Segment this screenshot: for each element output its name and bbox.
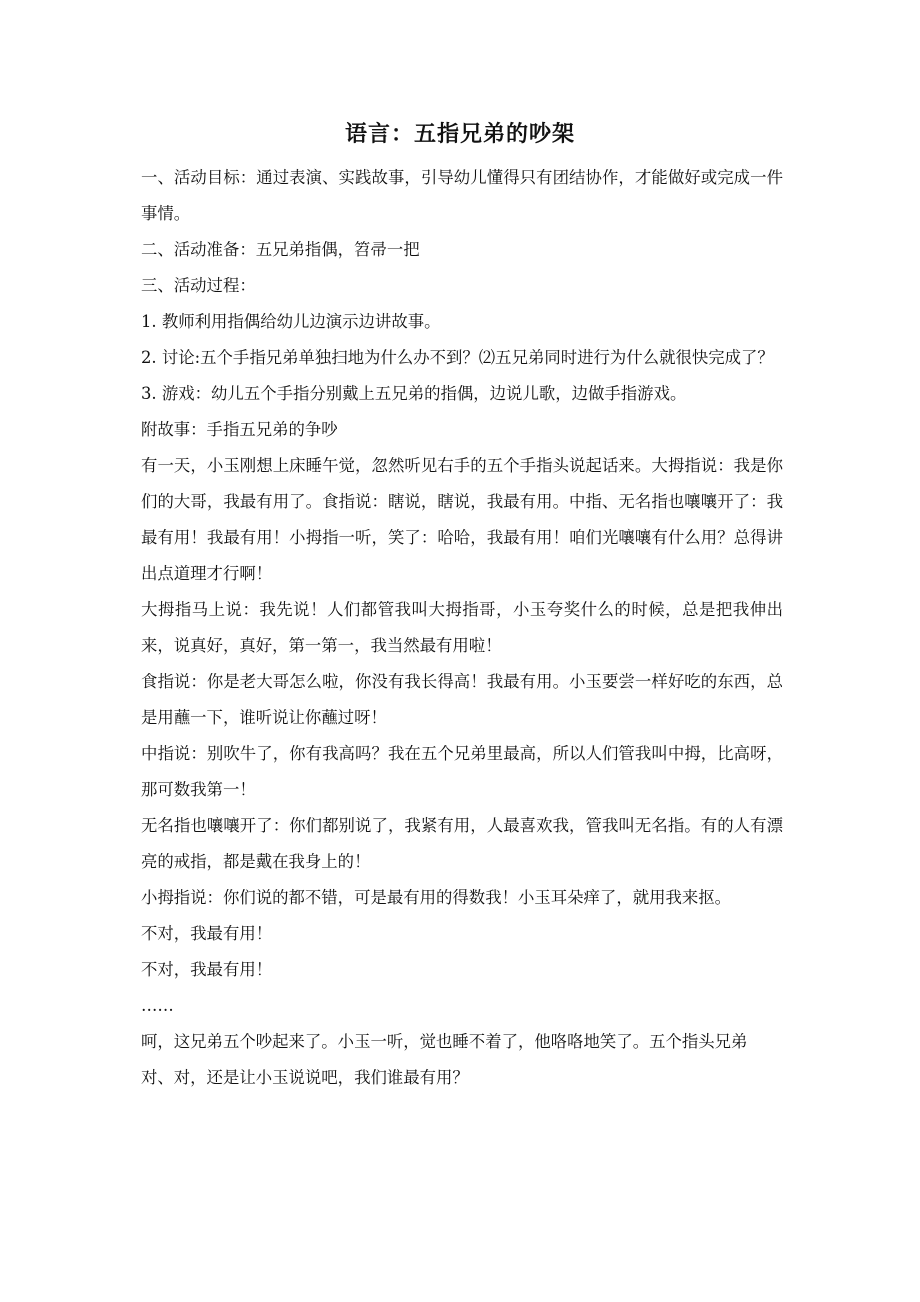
paragraph-ask-xiaoyu: 对、对，还是让小玉说说吧，我们谁最有用？	[141, 1068, 469, 1087]
paragraph-step-2: 2. 讨论:五个手指兄弟单独扫地为什么办不到？⑵五兄弟同时进行为什么就很快完成了？	[141, 348, 774, 367]
paragraph-activity-process: 三、活动过程：	[141, 276, 256, 295]
paragraph-ring-finger: 无名指也嚷嚷开了：你们都别说了，我紧有用，人最喜欢我，管我叫无名指。有的人有漂亮的戒指，都是戴在我身上的！	[141, 816, 783, 871]
paragraph-argue-1: 不对，我最有用！	[141, 924, 273, 943]
paragraph-xiaoyu-laughs: 呵，这兄弟五个吵起来了。小玉一听，觉也睡不着了，他咯咯地笑了。五个指头兄弟	[141, 1032, 748, 1051]
paragraph-ellipsis: ……	[141, 996, 174, 1015]
paragraph-middle-finger: 中指说：别吹牛了，你有我高吗？我在五个兄弟里最高，所以人们管我叫中拇，比高呀，那可数我第一！	[141, 744, 783, 799]
paragraph-argue-2: 不对，我最有用！	[141, 960, 273, 979]
paragraph-step-1: 1. 教师利用指偶给幼儿边演示边讲故事。	[141, 312, 441, 331]
paragraph-story-intro: 有一天，小玉刚想上床睡午觉，忽然听见右手的五个手指头说起话来。大拇指说：我是你们的大哥，我最有用了。食指说：瞎说，瞎说，我最有用。中指、无名指也嚷嚷开了：我最有用！我最有用！小拇指一听，笑了：哈哈，我最有用！咱们光嚷嚷有什么用？总得讲出点道理才行啊！	[141, 456, 783, 583]
document-body	[141, 160, 783, 1096]
paragraph-index-finger: 食指说：你是老大哥怎么啦，你没有我长得高！我最有用。小玉要尝一样好吃的东西，总是用蘸一下，谁听说让你蘸过呀！	[141, 672, 783, 727]
paragraph-activity-preparation: 二、活动准备：五兄弟指偶，笤帚一把	[141, 240, 420, 259]
paragraph-thumb: 大拇指马上说：我先说！人们都管我叫大拇指哥，小玉夸奖什么的时候，总是把我伸出来，说真好，真好，第一第一，我当然最有用啦！	[141, 600, 783, 655]
paragraph-story-heading: 附故事：手指五兄弟的争吵	[141, 420, 338, 439]
paragraph-little-finger: 小拇指说：你们说的都不错，可是最有用的得数我！小玉耳朵痒了，就用我来抠。	[141, 888, 732, 907]
paragraph-activity-goal: 一、活动目标：通过表演、实践故事，引导幼儿懂得只有团结协作，才能做好或完成一件事情。	[141, 168, 783, 223]
document-title: 语言：五指兄弟的吵架	[344, 122, 575, 147]
paragraph-step-3: 3. 游戏：幼儿五个手指分别戴上五兄弟的指偶，边说儿歌，边做手指游戏。	[141, 384, 687, 403]
